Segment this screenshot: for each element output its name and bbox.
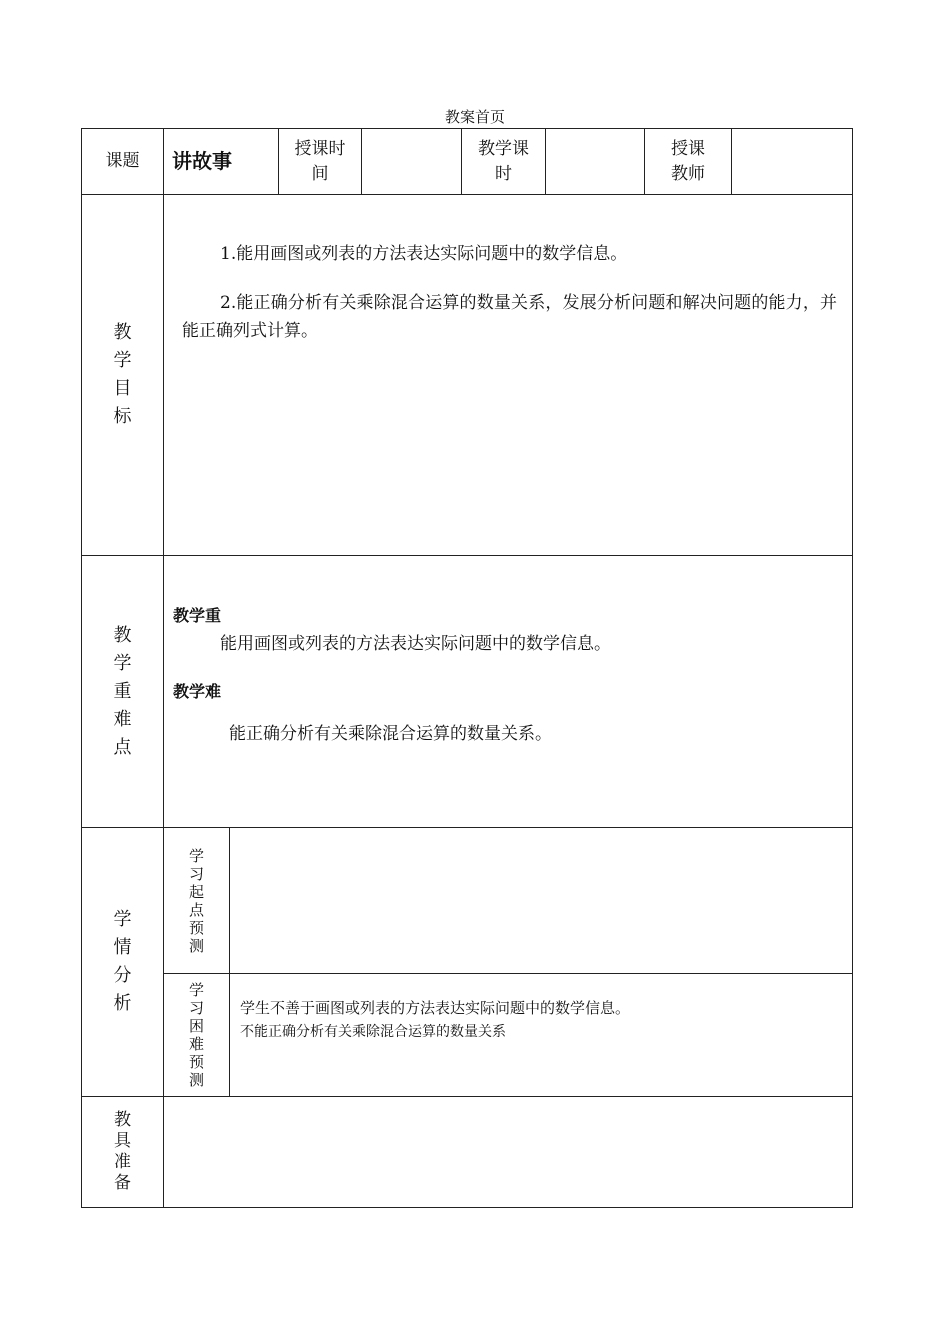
row-divider-objectives [81, 555, 853, 556]
start-label-char-2: 习 [188, 864, 204, 883]
difficulty-line-1: 学生不善于画图或列表的方法表达实际问题中的数学信息。 [240, 999, 631, 1017]
topic-value: 讲故事 [172, 149, 232, 173]
teacher-label [645, 129, 731, 194]
difficulty-label-char-5: 预 [188, 1053, 204, 1071]
hours-value [546, 129, 644, 194]
tools-label [82, 1097, 163, 1207]
start-label-char-4: 点 [188, 900, 204, 919]
hours-label-line-2: 时 [495, 163, 512, 184]
row-divider-analysis [81, 1096, 853, 1097]
start-forecast-label [164, 828, 229, 973]
tools-label-char-3: 准 [114, 1152, 131, 1172]
start-label-char-5: 预 [188, 918, 204, 937]
teacher-value [732, 129, 852, 194]
objective-item-1: 1.能用画图或列表的方法表达实际问题中的数学信息。 [220, 244, 628, 264]
start-label-char-6: 测 [188, 936, 204, 955]
analysis-label-char-4: 析 [113, 993, 132, 1014]
keypoints-label-char-1: 教 [113, 624, 132, 646]
table-border-right [852, 128, 853, 1208]
row-divider-header [81, 194, 853, 195]
time-label [279, 129, 361, 194]
teacher-label-line-1: 授课 [671, 138, 705, 159]
topic-label: 课题 [105, 151, 140, 171]
row-divider-analysis-inner [163, 973, 853, 974]
difficulty-label-char-2: 习 [188, 999, 204, 1017]
keypoints-label-char-5: 点 [113, 736, 132, 758]
hours-label-line-1: 教学课 [478, 138, 529, 159]
objectives-label-char-3: 目 [113, 378, 132, 399]
key-point-heading: 教学重 [173, 606, 222, 625]
keypoints-label-char-2: 学 [113, 652, 132, 674]
key-point-text: 能用画图或列表的方法表达实际问题中的数学信息。 [220, 634, 611, 654]
time-label-line-2: 间 [311, 163, 329, 184]
time-value [362, 129, 461, 194]
start-label-char-1: 学 [188, 846, 204, 865]
difficult-point-text: 能正确分析有关乘除混合运算的数量关系。 [229, 724, 552, 744]
objectives-label-char-1: 教 [113, 322, 132, 343]
keypoints-content [173, 602, 843, 748]
objectives-content [182, 240, 837, 345]
analysis-sub-divider [229, 827, 230, 1097]
difficulty-forecast-content [240, 996, 845, 1044]
objectives-label [82, 195, 163, 555]
hours-label [462, 129, 545, 194]
difficulty-label-char-3: 困 [188, 1017, 204, 1035]
time-label-line-1: 授课时 [294, 138, 346, 159]
tools-label-char-4: 备 [114, 1173, 131, 1193]
analysis-label-char-1: 学 [113, 909, 132, 930]
objectives-label-char-4: 标 [113, 406, 132, 427]
difficulty-label-char-1: 学 [188, 981, 204, 999]
analysis-label [82, 828, 163, 1096]
difficulty-label-char-6: 测 [188, 1071, 204, 1089]
page-title: 教案首页 [444, 108, 505, 126]
keypoints-label-char-4: 难 [113, 708, 132, 730]
difficulty-line-2: 不能正确分析有关乘除混合运算的数量关系 [240, 1024, 506, 1040]
teacher-label-line-2: 教师 [671, 163, 705, 184]
difficult-point-heading: 教学难 [173, 682, 222, 701]
tools-label-char-1: 教 [114, 1110, 131, 1130]
tools-label-char-2: 具 [114, 1131, 131, 1151]
table-border-bottom [81, 1207, 853, 1208]
objectives-label-char-2: 学 [113, 350, 132, 371]
analysis-label-char-3: 分 [113, 965, 132, 986]
difficulty-label-char-4: 难 [188, 1035, 204, 1053]
keypoints-label [82, 556, 163, 827]
keypoints-label-char-3: 重 [113, 680, 132, 702]
difficulty-forecast-label [164, 974, 229, 1096]
objective-item-2: 2.能正确分析有关乘除混合运算的数量关系，发展分析问题和解决问题的能力，并能正确列式计算。 [182, 293, 837, 341]
analysis-label-char-2: 情 [113, 937, 132, 958]
start-label-char-3: 起 [188, 882, 204, 901]
